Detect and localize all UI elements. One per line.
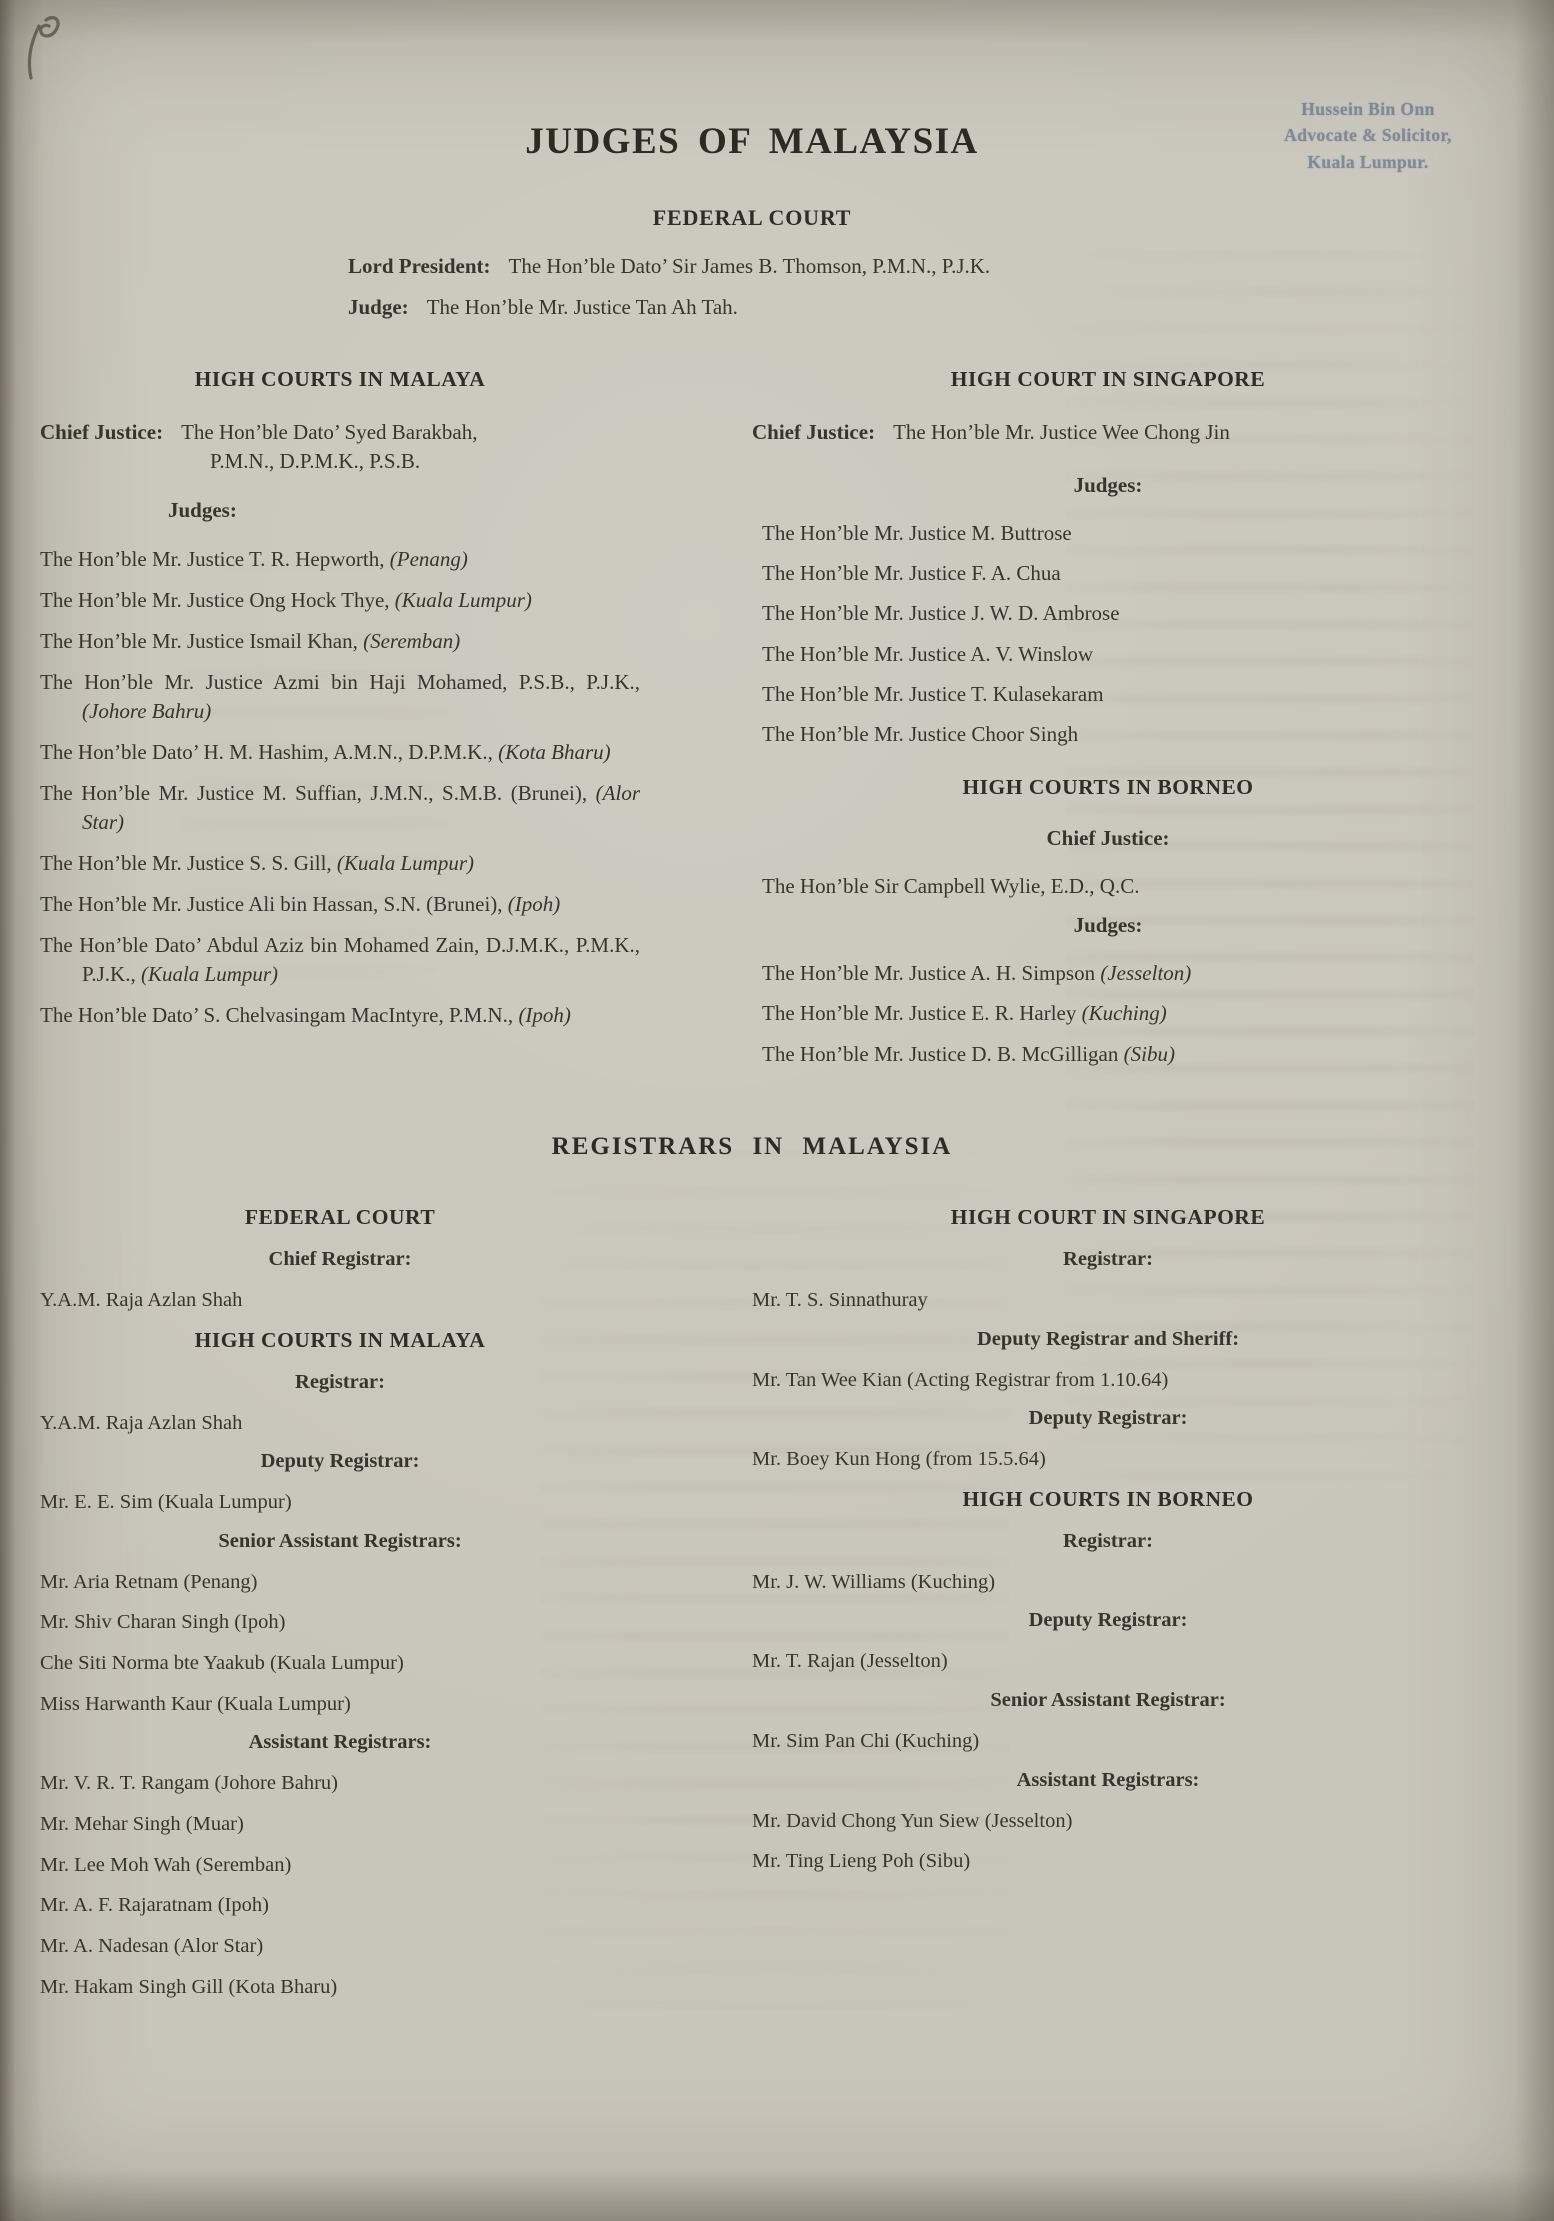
- judge-entry: The Hon’ble Mr. Justice Ali bin Hassan, S.N. (Brunei), (Ipoh): [40, 892, 561, 916]
- chief-justice-name: The Hon’ble Dato’ Syed Barakbah,: [181, 419, 478, 444]
- judge-station: (Johore Bahru): [82, 699, 212, 724]
- judge-entry: The Hon’ble Mr. Justice T. R. Hepworth, (Penang): [40, 547, 468, 572]
- registrar-role-label: Registrar:: [1063, 1529, 1153, 1552]
- judge-entry: The Hon’ble Mr. Justice A. V. Winslow: [762, 641, 1094, 666]
- registrar-name: Mr. Tan Wee Kian (Acting Registrar from 1.10.64): [752, 1368, 1169, 1391]
- judge-entry: The Hon’ble Mr. Justice F. A. Chua: [762, 561, 1061, 586]
- handwritten-pencil-mark-icon: [14, 12, 76, 88]
- registrars-singapore-heading: HIGH COURT IN SINGAPORE: [950, 1204, 1266, 1229]
- judges-label: Judges:: [1073, 472, 1143, 497]
- singapore-borneo-column: [640, 367, 1464, 1081]
- registrar-name: Mr. Lee Moh Wah (Seremban): [40, 1853, 292, 1876]
- judge-entry: The Hon’ble Mr. Justice A. H. Simpson (Jesselton): [762, 960, 1192, 985]
- judge-entry: The Hon’ble Mr. Justice J. W. D. Ambrose: [762, 601, 1120, 626]
- judge-station: (Alor Star): [82, 781, 640, 835]
- chief-justice-name: The Hon’ble Sir Campbell Wylie, E.D., Q.C.: [762, 873, 1140, 898]
- stamp-name: Hussein Bin Onn: [1301, 99, 1435, 119]
- stamp-role: Advocate & Solicitor,: [1284, 125, 1452, 146]
- judge-entry: The Hon’ble Mr. Justice M. Buttrose: [762, 520, 1072, 545]
- federal-court-section: [348, 253, 1464, 321]
- chief-justice-label: Chief Justice:: [1046, 825, 1170, 850]
- registrar-name: Miss Harwanth Kaur (Kuala Lumpur): [40, 1692, 351, 1715]
- judge-entry: The Hon’ble Mr. Justice M. Suffian, J.M.N., S.M.B. (Brunei), (Alor Star): [40, 781, 640, 835]
- judge-station: (Kota Bharu): [498, 740, 611, 765]
- judge-station: (Sibu): [1123, 1041, 1175, 1066]
- judges-label: Judges:: [1073, 912, 1143, 937]
- lord-president-name: The Hon’ble Dato’ Sir James B. Thomson, P.M.N., P.J.K.: [508, 254, 991, 278]
- malaya-column: [40, 367, 640, 1081]
- judge-entry: The Hon’ble Mr. Justice E. R. Harley (Kuching): [762, 1001, 1167, 1026]
- chief-justice-name: The Hon’ble Mr. Justice Wee Chong Jin: [893, 419, 1230, 444]
- registrars-federal-heading: FEDERAL COURT: [244, 1204, 436, 1229]
- judge-entry: The Hon’ble Mr. Justice S. S. Gill, (Kuala Lumpur): [40, 851, 475, 876]
- judge-entry: The Hon’ble Mr. Justice Ismail Khan, (Seremban): [40, 629, 461, 654]
- judge-station: (Seremban): [363, 629, 461, 654]
- judge-entry: The Hon’ble Mr. Justice Azmi bin Haji Mohamed, P.S.B., P.J.K., (Johore Bahru): [40, 670, 640, 724]
- malaya-chief-justice-line: [40, 418, 640, 477]
- malaya-heading: HIGH COURTS IN MALAYA: [194, 366, 486, 391]
- chief-justice-honors: P.M.N., D.P.M.K., P.S.B.: [210, 448, 421, 473]
- registrars-title: REGISTRARS IN MALAYSIA: [551, 1132, 953, 1160]
- registrars-columns: [40, 1205, 1464, 2014]
- registrars-singapore-borneo-column: [640, 1205, 1464, 2014]
- registrar-name: Mr. Mehar Singh (Muar): [40, 1812, 244, 1835]
- ownership-stamp: [1238, 96, 1498, 175]
- judge-station: (Penang): [389, 547, 468, 572]
- judge-entry: The Hon’ble Mr. Justice Ong Hock Thye, (Kuala Lumpur): [40, 588, 532, 613]
- judge-station: (Ipoh): [518, 1002, 571, 1027]
- registrar-name: Mr. Shiv Charan Singh (Ipoh): [40, 1611, 286, 1634]
- judge-station: (Kuala Lumpur): [336, 851, 475, 876]
- judge-entry: The Hon’ble Mr. Justice T. Kulasekaram: [762, 682, 1104, 707]
- registrar-role-label: Deputy Registrar:: [260, 1450, 420, 1473]
- registrar-name: Mr. Hakam Singh Gill (Kota Bharu): [40, 1975, 338, 1998]
- judge-entry: The Hon’ble Dato’ S. Chelvasingam MacIntyre, P.M.N., (Ipoh): [40, 1002, 571, 1027]
- registrars-malaya-heading: HIGH COURTS IN MALAYA: [194, 1327, 486, 1352]
- federal-judge-line: [348, 294, 1464, 320]
- registrar-role-label: Senior Assistant Registrar:: [990, 1689, 1226, 1712]
- borneo-heading: HIGH COURTS IN BORNEO: [962, 774, 1254, 799]
- registrar-name: Mr. Sim Pan Chi (Kuching): [752, 1730, 980, 1753]
- registrar-name: Mr. A. Nadesan (Alor Star): [40, 1934, 264, 1957]
- page-title: JUDGES OF MALAYSIA: [525, 121, 979, 162]
- registrar-role-label: Senior Assistant Registrars:: [218, 1529, 462, 1552]
- registrar-name: Mr. J. W. Williams (Kuching): [752, 1570, 996, 1593]
- judge-entry: The Hon’ble Dato’ Abdul Aziz bin Mohamed Zain, D.J.M.K., P.M.K., P.J.K., (Kuala Lumpur): [40, 932, 640, 986]
- registrars-borneo-heading: HIGH COURTS IN BORNEO: [962, 1486, 1254, 1511]
- registrars-malaya-column: [40, 1205, 640, 2014]
- stamp-city: Kuala Lumpur.: [1307, 151, 1429, 172]
- federal-court-heading: FEDERAL COURT: [652, 205, 852, 230]
- registrar-name: Mr. V. R. T. Rangam (Johore Bahru): [40, 1772, 338, 1795]
- federal-judge-label: Judge:: [348, 295, 409, 320]
- singapore-chief-justice-line: [752, 418, 1464, 447]
- registrar-role-label: Registrar:: [295, 1370, 385, 1393]
- lord-president-line: [348, 253, 1464, 279]
- judge-station: (Jesselton): [1100, 960, 1192, 985]
- registrar-role-label: Deputy Registrar:: [1028, 1407, 1188, 1430]
- judge-station: (Kuala Lumpur): [140, 961, 279, 986]
- judge-entry: The Hon’ble Dato’ H. M. Hashim, A.M.N., D.P.M.K., (Kota Bharu): [40, 740, 611, 765]
- registrar-name: Mr. Boey Kun Hong (from 15.5.64): [752, 1448, 1046, 1471]
- registrar-role-label: Assistant Registrars:: [1016, 1768, 1200, 1791]
- registrar-name: Mr. Ting Lieng Poh (Sibu): [752, 1850, 971, 1873]
- singapore-heading: HIGH COURT IN SINGAPORE: [950, 366, 1266, 391]
- registrar-name: Mr. Aria Retnam (Penang): [40, 1570, 258, 1593]
- registrar-name: Y.A.M. Raja Azlan Shah: [40, 1288, 243, 1311]
- judge-entry: The Hon’ble Mr. Justice Choor Singh: [762, 722, 1079, 747]
- registrar-role-label: Deputy Registrar:: [1028, 1609, 1188, 1632]
- registrar-name: Mr. E. E. Sim (Kuala Lumpur): [40, 1491, 292, 1514]
- judges-columns: [40, 367, 1464, 1081]
- registrar-role-label: Registrar:: [1063, 1247, 1153, 1270]
- registrar-name: Che Siti Norma bte Yaakub (Kuala Lumpur): [40, 1652, 404, 1675]
- federal-judge-name: The Hon’ble Mr. Justice Tan Ah Tah.: [426, 295, 738, 320]
- registrar-role-label: Deputy Registrar and Sheriff:: [976, 1327, 1240, 1350]
- judges-label: Judges:: [168, 498, 237, 523]
- registrar-name: Y.A.M. Raja Azlan Shah: [40, 1411, 243, 1434]
- registrar-name: Mr. T. Rajan (Jesselton): [752, 1650, 948, 1673]
- registrar-name: Mr. David Chong Yun Siew (Jesselton): [752, 1809, 1073, 1832]
- registrar-role-label: Chief Registrar:: [268, 1247, 412, 1270]
- chief-justice-label: Chief Justice:: [40, 419, 164, 444]
- judge-station: (Kuching): [1081, 1001, 1167, 1026]
- lord-president-label: Lord President:: [348, 254, 491, 278]
- registrar-role-label: Assistant Registrars:: [248, 1731, 432, 1754]
- registrar-name: Mr. T. S. Sinnathuray: [752, 1288, 928, 1311]
- chief-justice-label: Chief Justice:: [752, 419, 876, 444]
- judge-station: (Kuala Lumpur): [394, 588, 532, 613]
- judge-station: (Ipoh): [507, 892, 561, 916]
- registrar-name: Mr. A. F. Rajaratnam (Ipoh): [40, 1894, 269, 1917]
- judge-entry: The Hon’ble Mr. Justice D. B. McGilligan (Sibu): [762, 1041, 1175, 1066]
